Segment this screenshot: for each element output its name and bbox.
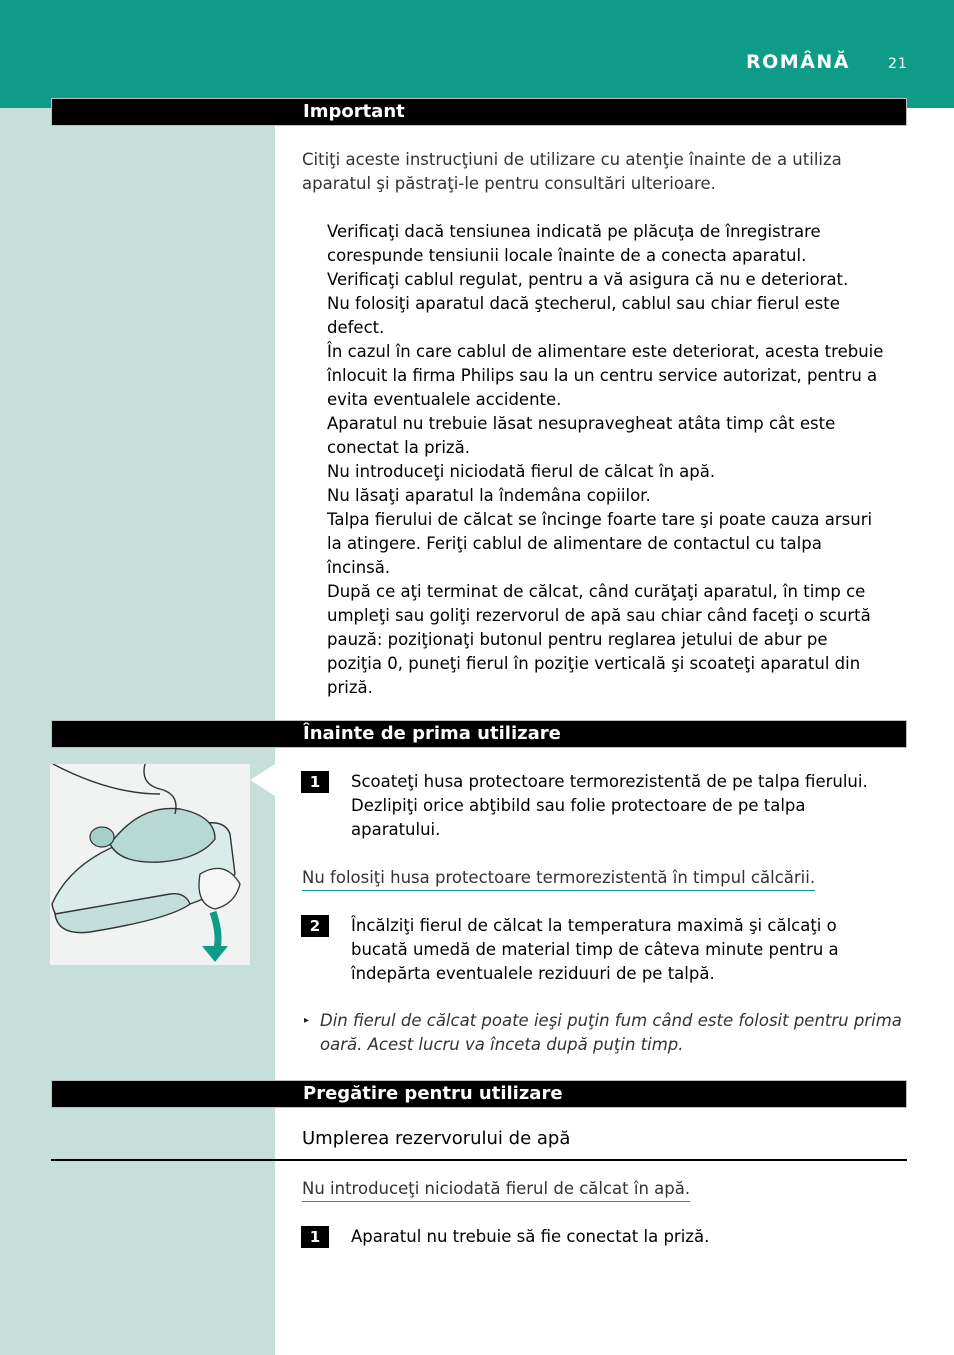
iron-soleplate-icon xyxy=(50,764,250,965)
important-line: la atingere. Feriţi cablul de alimentare de contactul cu talpa xyxy=(327,534,822,553)
section-header-important xyxy=(51,98,907,126)
step-line: Dezlipiţi orice abţibild sau folie protectoare de pe talpa xyxy=(351,796,806,815)
warning-text: Nu introduceţi niciodată fierul de călcat în apă. xyxy=(302,1177,690,1202)
step-line: aparatului. xyxy=(351,820,441,839)
step-line: Scoateţi husa protectoare termorezistentă de pe talpa fierului. xyxy=(351,772,868,791)
important-line: evita eventualele accidente. xyxy=(327,390,562,409)
important-line: umpleţi sau goliţi rezervorul de apă sau chiar când faceţi o scurtă xyxy=(327,606,871,625)
important-line: încinsă. xyxy=(327,558,391,577)
important-line: În cazul în care cablul de alimentare este deteriorat, acesta trebuie xyxy=(327,342,884,361)
note-line: Din fierul de călcat poate ieşi puţin fum când este folosit pentru prima xyxy=(320,1011,902,1030)
iron-illustration xyxy=(50,764,250,965)
important-line: corespunde tensiunii locale înainte de a conecta aparatul. xyxy=(327,246,807,265)
note-line: oară. Acest lucru va înceta după puţin timp. xyxy=(320,1035,684,1054)
step-line: Încălziţi fierul de călcat la temperatura maximă şi călcaţi o xyxy=(351,916,837,935)
page-number: 21 xyxy=(888,56,908,72)
language-label: ROMÂNĂ xyxy=(746,51,850,73)
important-line: defect. xyxy=(327,318,385,337)
important-line: conectat la priză. xyxy=(327,438,470,457)
important-line: poziţia 0, puneţi fierul în poziţie verticală şi scoateţi aparatul din xyxy=(327,654,861,673)
important-line: Nu lăsaţi aparatul la îndemâna copiilor. xyxy=(327,486,651,505)
step-number: 2 xyxy=(301,915,329,937)
important-line: Nu introduceţi niciodată fierul de călcat în apă. xyxy=(327,462,716,481)
important-line: Verificaţi dacă tensiunea indicată pe plăcuţa de înregistrare xyxy=(327,222,821,241)
important-line: priză. xyxy=(327,678,373,697)
step-line: bucată umedă de material timp de câteva minute pentru a xyxy=(351,940,839,959)
subsection-heading: Umplerea rezervorului de apă xyxy=(302,1128,571,1149)
section-title: Înainte de prima utilizare xyxy=(303,723,561,744)
section-title: Important xyxy=(303,101,405,122)
section-header-preparing xyxy=(51,1080,907,1108)
important-line: Aparatul nu trebuie lăsat nesupravegheat atâta timp cât este xyxy=(327,414,836,433)
step-number: 1 xyxy=(301,1226,329,1248)
step-line: îndepărta eventualele reziduuri de pe talpă. xyxy=(351,964,715,983)
important-line: După ce aţi terminat de călcat, când curăţaţi aparatul, în timp ce xyxy=(327,582,866,601)
step-line: Aparatul nu trebuie să fie conectat la priză. xyxy=(351,1227,710,1246)
step-number: 1 xyxy=(301,771,329,793)
intro-line: Citiţi aceste instrucţiuni de utilizare cu atenţie înainte de a utiliza xyxy=(302,150,842,169)
intro-line: aparatul şi păstraţi-le pentru consultări ulterioare. xyxy=(302,174,716,193)
important-line: Nu folosiţi aparatul dacă ştecherul, cablul sau chiar fierul este xyxy=(327,294,840,313)
important-line: Talpa fierului de călcat se încinge foarte tare şi poate cauza arsuri xyxy=(327,510,873,529)
warning-text: Nu folosiţi husa protectoare termorezistentă în timpul călcării. xyxy=(302,866,815,891)
subsection-rule xyxy=(51,1159,907,1161)
important-line: Verificaţi cablul regulat, pentru a vă asigura că nu e deteriorat. xyxy=(327,270,849,289)
note-bullet-icon: ▸ xyxy=(304,1015,310,1026)
important-line: pauză: poziţionaţi butonul pentru reglarea jetului de abur pe xyxy=(327,630,828,649)
section-title: Pregătire pentru utilizare xyxy=(303,1083,563,1104)
important-line: înlocuit la firma Philips sau la un centru service autorizat, pentru a xyxy=(327,366,878,385)
illustration-pointer xyxy=(250,764,275,796)
section-header-before-first-use xyxy=(51,720,907,748)
